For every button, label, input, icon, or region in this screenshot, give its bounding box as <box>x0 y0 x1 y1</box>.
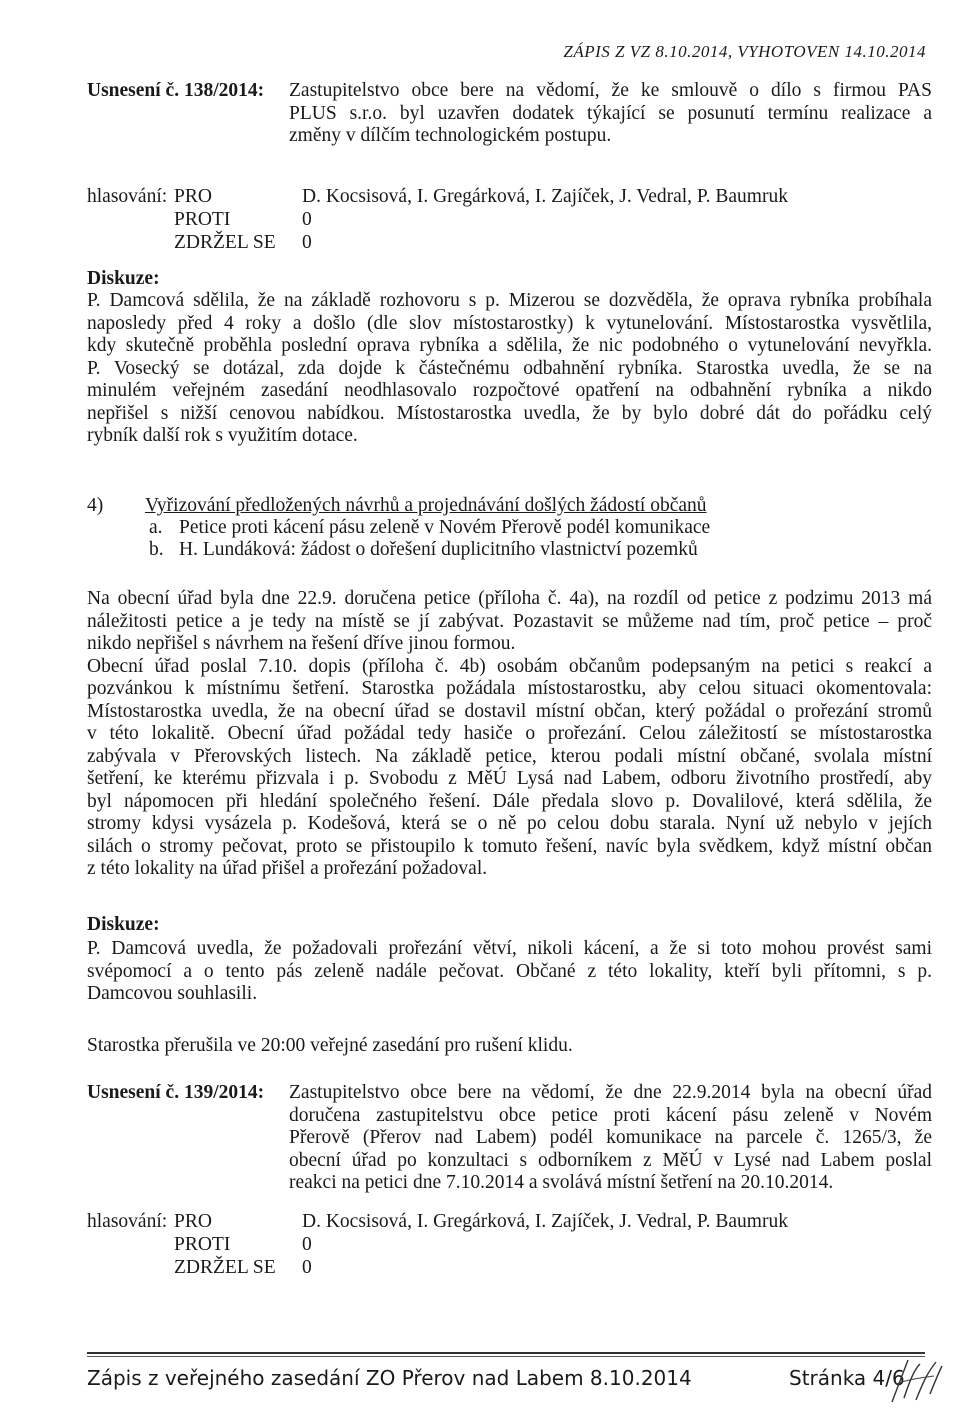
text-line: Zastupitelstvo obce bere na vědomí, že ke smlouvě o dílo s firmou PAS <box>289 80 932 101</box>
agenda-item-4 <box>87 495 932 565</box>
text-line: nikdo nepřišel s návrhem na řešení dříve jinou formou. <box>87 633 516 654</box>
text-line: šetření, ke kterému přizvala i p. Svobodu z MěÚ Lysá nad Labem, odboru životního prostředí, aby <box>87 768 932 789</box>
text-line: P. Vosecký se dotázal, zda dojde k částečnému odbahnění rybníka. Starostka uvedla, že se na <box>87 357 932 379</box>
vote-block-1 <box>87 185 932 254</box>
text-line: rybník další rok s využitím dotace. <box>87 425 358 446</box>
petition-report <box>87 588 932 881</box>
footer-rule <box>87 1352 925 1354</box>
text-line: změny v dílčím technologickém postupu. <box>289 125 612 146</box>
text-line: byl nápomocen při hledání společného řešení. Dále předala slovo p. Dovalilové, která sdělila, že <box>87 790 932 812</box>
resolution-text <box>289 1082 932 1195</box>
text-line: pozvánkou k místnímu šetření. Starostka požádala místostarostku, aby celou situaci okomentovala: <box>87 678 932 699</box>
text-line: Přerově (Přerov nad Labem) podél komunikace na parcele č. 1265/3, že <box>289 1127 932 1148</box>
agenda-title: Vyřizování předložených návrhů a projednávání došlých žádostí občanů <box>145 495 707 516</box>
subitem-text: H. Lundáková: žádost o dořešení duplicitního vlastnictví pozemků <box>179 539 698 560</box>
vote-zdrzel-value: 0 <box>302 232 312 253</box>
text-line: Na obecní úřad byla dne 22.9. doručena petice (příloha č. 4a), na rozdíl od petice z podzimu 2013 má <box>87 588 932 609</box>
text-line: Obecní úřad poslal 7.10. dopis (příloha č. 4b) osobám občanům podepsaným na petici s reakcí a <box>87 655 932 677</box>
vote-proti-value: 0 <box>302 209 312 230</box>
text-line: minulém veřejném zasedání neodhlasovalo rozpočtové opatření na odbahnění rybníka a nikdo <box>87 380 932 401</box>
discussion-text-2 <box>87 938 932 1006</box>
vote-zdrzel-value: 0 <box>302 1257 312 1278</box>
break-note <box>87 1035 932 1058</box>
text-line: PLUS s.r.o. byl uzavřen dodatek týkající se posunutí termínu realizace a <box>289 102 932 124</box>
subitem-letter: a. <box>149 517 163 538</box>
vote-block-2 <box>87 1210 932 1279</box>
text-line: v této lokalitě. Obecní úřad požádal tedy hasiče o prořezání. Celou záležitostí se místostarostka <box>87 723 932 744</box>
text-line: kdy skutečně proběhla poslední oprava rybníka a sdělila, že nic podobného o vytunelování nevyřkla. <box>87 335 932 356</box>
text-line: obecní úřad po konzultaci s odborníkem z MěÚ v Lysé nad Labem poslal <box>289 1149 932 1171</box>
resolution-label: Usnesení č. 139/2014: <box>87 1082 265 1103</box>
vote-pro-label: PRO <box>174 186 212 207</box>
signature-mark <box>886 1354 946 1406</box>
resolution-text <box>289 80 932 148</box>
footer-page-number: Stránka 4/6 <box>789 1366 905 1390</box>
text-line: Starostka přerušila ve 20:00 veřejné zasedání pro rušení klidu. <box>87 1035 573 1056</box>
text-line: z této lokality na úřad přišel a prořezání požadoval. <box>87 858 488 879</box>
text-line: naposledy před 4 roky a došlo (dle slov místostarostky) k vytunelování. Místostarostka vysvětlila, <box>87 312 932 334</box>
text-line: svépomocí a o tento pás zeleně nadále pečovat. Občané z této lokality, kteří byli přítomni, s p. <box>87 960 932 982</box>
text-line: stromy kdysi vysázela p. Kodešová, která se o ně po celou dobu starala. Nyní už nebylo v jejích <box>87 813 932 834</box>
footer-rule-thin <box>87 1356 925 1357</box>
text-line: Místostarostka uvedla, že na obecní úřad se dostavil místní občan, který požádal o prořezání stromů <box>87 700 932 722</box>
vote-zdrzel-label: ZDRŽEL SE <box>174 1257 276 1278</box>
text-line: silách o stromy pečovat, proto se přistoupilo k tomuto řešení, navíc byla svědkem, když místní občan <box>87 835 932 857</box>
discussion-text-1 <box>87 290 932 448</box>
text-line: Zastupitelstvo obce bere na vědomí, že dne 22.9.2014 byla na obecní úřad <box>289 1082 932 1103</box>
vote-proti-label: PROTI <box>174 209 231 230</box>
discussion-heading-2: Diskuze: <box>87 914 160 935</box>
text-line: reakci na petici dne 7.10.2014 a svolává místní šetření na 20.10.2014. <box>289 1172 834 1193</box>
vote-label: hlasování: <box>87 186 168 207</box>
vote-zdrzel-label: ZDRŽEL SE <box>174 232 276 253</box>
text-line: náležitosti petice a je tedy na místě se jí zabývat. Pozastavit se můžeme nad tím, proč petice – proč <box>87 610 932 632</box>
vote-pro-label: PRO <box>174 1211 212 1232</box>
resolution-138 <box>87 80 932 148</box>
text-line: P. Damcová uvedla, že požadovali prořezání větví, nikoli kácení, a že si toto mohou provést sami <box>87 938 932 959</box>
vote-proti-value: 0 <box>302 1234 312 1255</box>
subitem-letter: b. <box>149 539 164 560</box>
footer-title: Zápis z veřejného zasedání ZO Přerov nad Labem 8.10.2014 <box>87 1366 692 1390</box>
text-line: zabývala v Přerovských listech. Na základě petice, kterou podali místní občané, svolala místní <box>87 745 932 767</box>
vote-pro-names: D. Kocsisová, I. Gregárková, I. Zajíček, J. Vedral, P. Baumruk <box>302 1211 788 1232</box>
agenda-subitem <box>149 517 710 540</box>
agenda-subitem <box>149 539 698 562</box>
agenda-number: 4) <box>87 495 104 516</box>
text-line: Damcovou souhlasili. <box>87 983 258 1004</box>
vote-pro-names: D. Kocsisová, I. Gregárková, I. Zajíček, J. Vedral, P. Baumruk <box>302 186 788 207</box>
subitem-text: Petice proti kácení pásu zeleně v Novém Přerově podél komunikace <box>179 517 711 538</box>
resolution-139 <box>87 1082 932 1195</box>
resolution-label: Usnesení č. 138/2014: <box>87 80 265 101</box>
vote-label: hlasování: <box>87 1211 168 1232</box>
vote-proti-label: PROTI <box>174 1234 231 1255</box>
discussion-heading-1: Diskuze: <box>87 268 160 289</box>
page-header: ZÁPIS Z VZ 8.10.2014, VYHOTOVEN 14.10.2014 <box>563 42 926 61</box>
text-line: P. Damcová sdělila, že na základě rozhovoru s p. Mizerou se dozvěděla, že oprava rybníka probíhala <box>87 290 932 311</box>
text-line: nepřišel s nižší cenovou nabídkou. Místostarostka uvedla, že by bylo dobré dát do pořádku celý <box>87 402 932 424</box>
text-line: doručena zastupitelstvu obce petice proti kácení pásu zeleně v Novém <box>289 1104 932 1126</box>
